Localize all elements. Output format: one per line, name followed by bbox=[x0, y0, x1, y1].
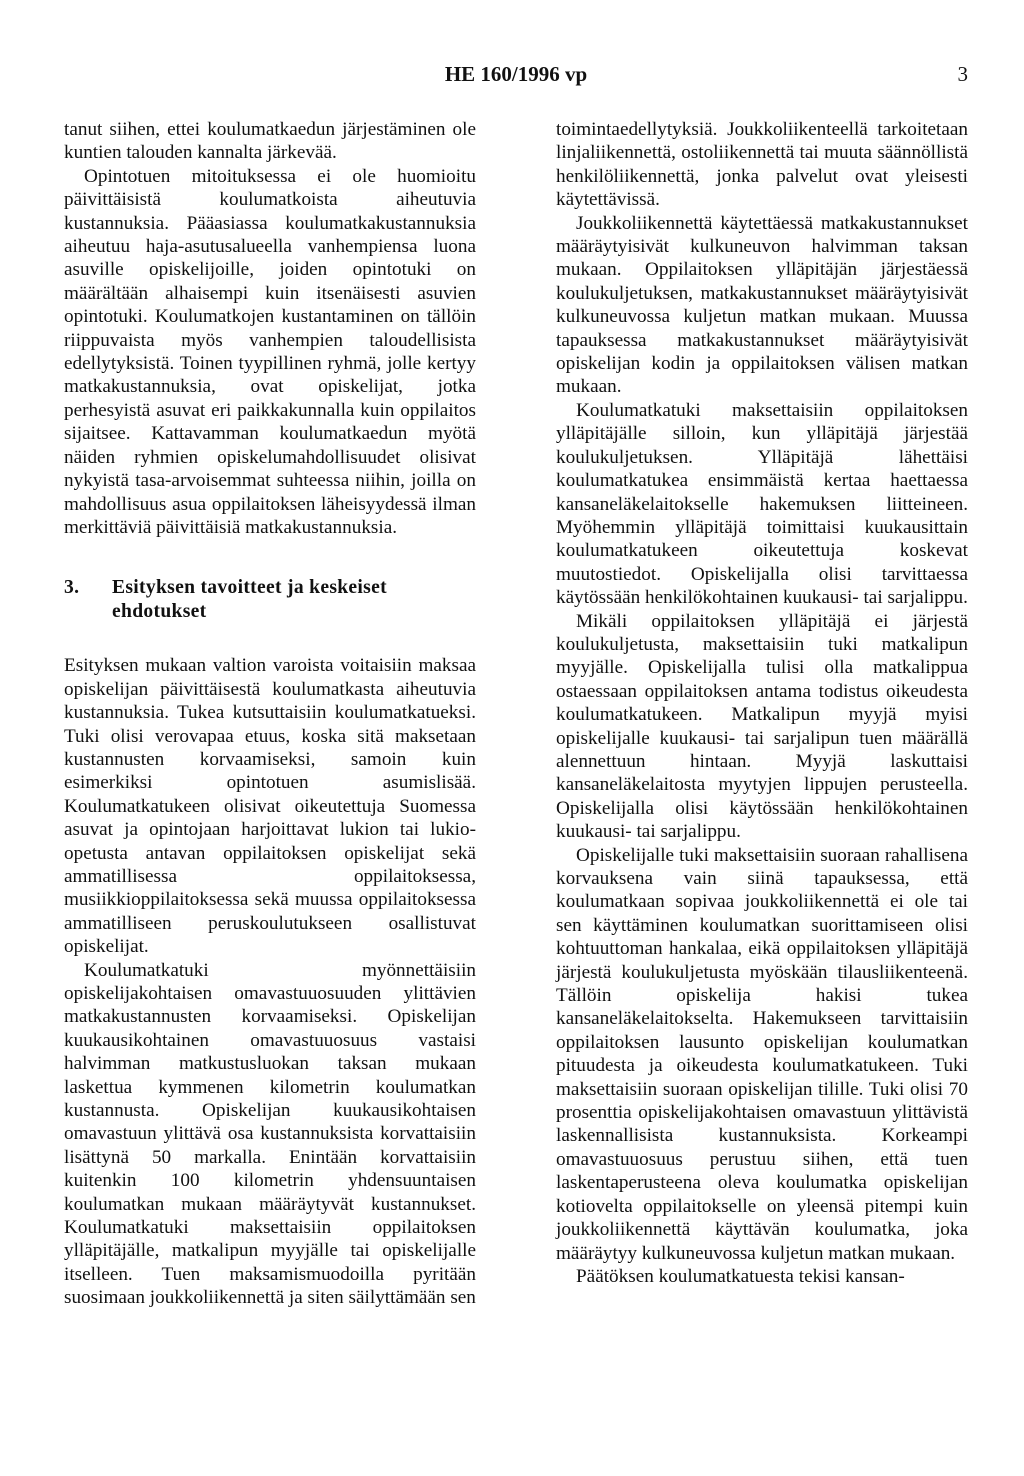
paragraph: toimintaedellytyksiä. Joukkoliikenteellä tarkoitetaan linjaliikennettä, ostoliikennettä tai muuta säännöllistä henkilöliikennettä, jonka palvelut ovat yleisesti käytettävissä. bbox=[556, 119, 968, 211]
paragraph: tanut siihen, ettei koulumatkaedun järjestäminen ole kuntien talouden kannalta järkevää. bbox=[64, 119, 476, 164]
document-id: HE 160/1996 vp bbox=[444, 62, 588, 86]
section-heading bbox=[64, 576, 476, 624]
right-column bbox=[556, 118, 968, 1288]
page-header bbox=[64, 62, 968, 88]
paragraph: Mikäli oppilaitoksen ylläpitäjä ei järjestä koulukuljetusta, maksettaisiin tuki matkalipun myyjälle. Opiskelijalla tulisi olla matkalippua ostaessaan oppilaitoksen antama todistus oikeudesta koulumatkatukeen. Matkalipun myyjä myisi opiskelijalle kuukausi- tai sarjalipun tuen määrällä alennettuun hintaan. Myyjä laskuttaisi kansaneläkelaitosta myytyjen lippujen perusteella. Opiskelijalla olisi käytössään henkilökohtainen kuukausi- tai sarjalippu. bbox=[556, 610, 968, 843]
paragraph: Koulumatkatuki myönnettäisiin opiskelijakohtaisen omavastuuosuuden ylittävien matkakustannusten korvaamiseksi. Opiskelijan kuukausikohtainen omavastuuosuus vastaisi halvimman matkustusluokan taksan mukaan laskettua kymmenen kilometrin koulumatkan kustannusta. Opiskelijan kuukausikohtaisen omavastuun ylittävä osa kustannuksista korvattaisiin lisättynä 50 markalla. Enintään korvattaisiin kuitenkin 100 kilometrin yhdensuuntaisen koulumatkan mukaan määräytyvät kustannukset. Koulumatkatuki maksettaisiin oppilaitoksen ylläpitäjälle, matkalipun myyjälle tai opiskelijalle itselleen. Tuen maksamismuodoilla pyritään suosimaan joukkoliikennettä ja siten säilyttämään sen bbox=[64, 959, 476, 1309]
paragraph: Opiskelijalle tuki maksettaisiin suoraan rahallisena korvauksena vain siinä tapauksessa, että koulumatkaan sopivaa joukkoliikennettä ei ole tai sen käyttäminen koulumatkan suorittamiseen olisi kohtuuttoman hankalaa, eikä oppilaitoksen ylläpitäjä järjestä koulukuljetusta myöskään tilausliikenteenä. Tällöin opiskelija hakisi tukea kansaneläkelaitokselta. Hakemukseen tarvittaisiin oppilaitoksen lausunto opiskelijan koulumatkan pituudesta ja oikeudesta koulumatkatukeen. Tuki maksettaisiin suoraan opiskelijan tilille. Tuki olisi 70 prosenttia opiskelijakohtaisen omavastuun ylittävistä laskennallisista kustannuksista. Korkeampi omavastuuosuus perustuu siihen, että tuen laskentaperusteena oleva koulumatka opiskelijan kotiovelta oppilaitokselle on yleensä pitempi kuin joukkoliikennettä käyttävän koulumatka, joka määräytyy kulkuneuvossa kuljetun matkan mukaan. bbox=[556, 844, 968, 1264]
section-number: 3. bbox=[64, 577, 80, 599]
paragraph: Opintotuen mitoituksessa ei ole huomioitu päivittäisistä koulumatkoista aiheutuvia kustannuksia. Pääasiassa koulumatkakustannuksia aiheutuu haja-asutusalueella vanhempiensa luona asuville opiskelijoille, joiden opintotuki on määrältään alhaisempi kuin itsenäisesti asuvien opintotuki. Koulumatkojen kustantaminen on tällöin riippuvaista myös vanhempien taloudellisista edellytyksistä. Toinen tyypillinen ryhmä, jolle kertyy matkakustannuksia, ovat opiskelijat, jotka perhesyistä asuvat eri paikkakunnalla kuin oppilaitos sijaitsee. Kattavamman koulumatkaedun myötä näiden ryhmien opiskelumahdollisuudet olisivat nykyistä tasa-arvoisemmat suhteessa niihin, joilla on mahdollisuus asua oppilaitoksen läheisyydessä ilman merkittäviä päivittäisiä matkakustannuksia. bbox=[64, 165, 476, 538]
left-column bbox=[64, 118, 476, 1310]
page-number: 3 bbox=[957, 62, 968, 86]
paragraph: Koulumatkatuki maksettaisiin oppilaitoksen ylläpitäjälle silloin, kun ylläpitäjä järjestää koulukuljetuksen. Ylläpitäjä lähettäisi koulumatkatukea ensimmäistä kertaa haettaessa kansaneläkelaitokselle hakemuksen liitteineen. Myöhemmin ylläpitäjä toimittaisi kuukausittain koulumatkatukeen oikeutettuja koskevat muutostiedot. Opiskelijalla olisi tarvittaessa käytössään henkilökohtainen kuukausi- tai sarjalippu. bbox=[556, 399, 968, 609]
paragraph: Päätöksen koulumatkatuesta tekisi kansan- bbox=[576, 1265, 905, 1287]
section-title: Esityksen tavoitteet ja keskeiset ehdotukset bbox=[112, 577, 387, 623]
paragraph: Esityksen mukaan valtion varoista voitaisiin maksaa opiskelijan päivittäisestä koulumatkasta aiheutuvia kustannuksia. Tukea kutsuttaisiin koulumatkatueksi. Tuki olisi verovapaa etuus, koska sitä maksetaan kustannusten korvaamiseksi, samoin kuin esimerkiksi opintotuen asumislisää. Koulumatkatukeen olisivat oikeutettuja Suomessa asuvat ja opintojaan harjoittavat lukion tai lukio-opetusta antavan oppilaitoksen opiskelijat sekä ammatillisessa oppilaitoksessa, musiikkioppilaitoksessa sekä muussa oppilaitoksessa ammatilliseen peruskoulutukseen osallistuvat opiskelijat. bbox=[64, 655, 476, 958]
paragraph: Joukkoliikennettä käytettäessä matkakustannukset määräytyisivät kulkuneuvon halvimman taksan mukaan. Oppilaitoksen ylläpitäjän järjestäessä koulukuljetuksen, matkakustannukset määräytyisivät kulkuneuvossa kuljetun matkan mukaan. Muussa tapauksessa matkakustannukset määräytyisivät opiskelijan kodin ja oppilaitoksen välisen matkan mukaan. bbox=[556, 212, 968, 398]
